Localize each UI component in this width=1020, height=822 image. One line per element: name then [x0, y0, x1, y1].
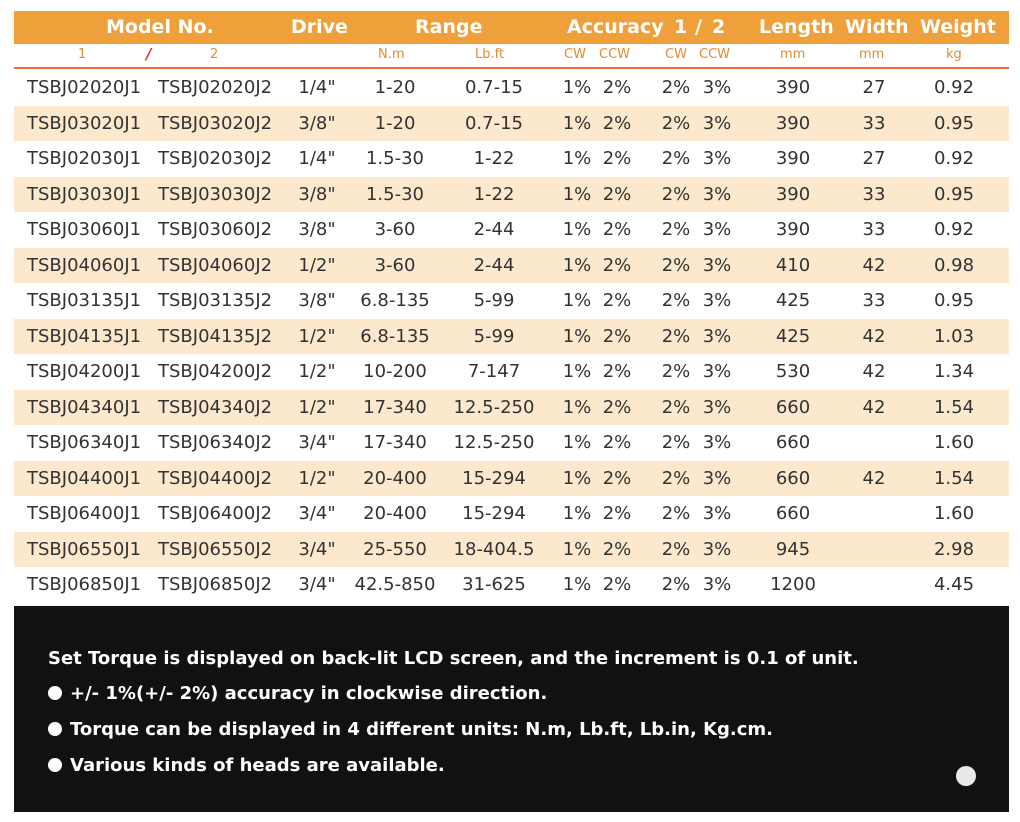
cell-weight: 0.98 [933, 254, 975, 276]
table-row [14, 141, 1009, 177]
cell-drive: 3/4" [298, 432, 336, 453]
cell-lbft: 1-22 [473, 183, 515, 205]
cell-cw1: 1% [562, 538, 592, 560]
sub-model-1: 1 [78, 47, 87, 62]
table-row [14, 425, 1009, 461]
cell-weight: 1.60 [933, 503, 975, 524]
cell-drive: 1/2" [298, 325, 336, 347]
cell-weight: 1.54 [933, 467, 975, 489]
cell-ccw2: 3% [702, 290, 732, 311]
table-row [14, 283, 1009, 319]
cell-cw2: 2% [661, 112, 691, 134]
sub-width-unit: mm [859, 47, 885, 62]
cell-lbft: 7-147 [467, 361, 521, 382]
cell-length: 390 [775, 112, 811, 134]
cell-drive: 1/4" [298, 148, 336, 169]
cell-lbft: 0.7-15 [464, 77, 524, 98]
corner-dot-icon [956, 766, 976, 786]
table-body [14, 70, 1009, 603]
cell-weight: 0.95 [933, 290, 975, 311]
cell-lbft: 5-99 [473, 325, 515, 347]
info-line-heads-text: Various kinds of heads are available. [70, 755, 445, 776]
cell-length: 390 [775, 148, 811, 169]
cell-weight: 0.92 [933, 219, 975, 240]
cell-ccw2: 3% [702, 148, 732, 169]
cell-m2: TSBJ03020J2 [158, 112, 273, 134]
header-model-no: Model No. [106, 16, 214, 38]
cell-m2: TSBJ02020J2 [158, 77, 273, 98]
bullet-icon [48, 686, 62, 700]
cell-cw1: 1% [562, 325, 592, 347]
cell-cw1: 1% [562, 148, 592, 169]
cell-cw2: 2% [661, 574, 691, 595]
cell-m1: TSBJ06340J1 [27, 432, 142, 453]
sub-model-slash: / [146, 45, 152, 63]
cell-weight: 0.95 [933, 183, 975, 205]
cell-m2: TSBJ04060J2 [158, 254, 273, 276]
cell-weight: 1.54 [933, 396, 975, 418]
sub-nm-unit: N.m [378, 47, 405, 62]
cell-nm: 20-400 [363, 467, 427, 489]
cell-width: 33 [862, 290, 886, 311]
cell-lbft: 2-44 [473, 219, 515, 240]
cell-length: 660 [775, 503, 811, 524]
cell-ccw2: 3% [702, 254, 732, 276]
cell-nm: 1.5-30 [365, 183, 425, 205]
table-header [14, 11, 1009, 44]
sub-cw-2: CW [665, 47, 687, 62]
cell-nm: 42.5-850 [354, 574, 436, 595]
cell-lbft: 31-625 [462, 574, 526, 595]
cell-ccw2: 3% [702, 432, 732, 453]
cell-cw1: 1% [562, 361, 592, 382]
cell-nm: 3-60 [374, 254, 416, 276]
cell-length: 390 [775, 183, 811, 205]
sub-weight-unit: kg [946, 47, 962, 62]
cell-lbft: 12.5-250 [453, 396, 535, 418]
cell-drive: 1/2" [298, 467, 336, 489]
cell-length: 660 [775, 396, 811, 418]
cell-drive: 3/4" [298, 538, 336, 560]
cell-drive: 1/2" [298, 361, 336, 382]
table-row [14, 390, 1009, 426]
cell-weight: 2.98 [933, 538, 975, 560]
cell-lbft: 1-22 [473, 148, 515, 169]
cell-m2: TSBJ06340J2 [158, 432, 273, 453]
cell-ccw2: 3% [702, 396, 732, 418]
header-weight: Weight [920, 16, 996, 38]
cell-lbft: 2-44 [473, 254, 515, 276]
cell-cw2: 2% [661, 503, 691, 524]
cell-ccw1: 2% [602, 574, 632, 595]
cell-cw1: 1% [562, 290, 592, 311]
cell-ccw2: 3% [702, 77, 732, 98]
table-row [14, 70, 1009, 106]
cell-weight: 1.03 [933, 325, 975, 347]
cell-length: 410 [775, 254, 811, 276]
cell-weight: 1.60 [933, 432, 975, 453]
cell-nm: 20-400 [363, 503, 427, 524]
header-accuracy: Accuracy [567, 16, 664, 38]
cell-m2: TSBJ02030J2 [158, 148, 273, 169]
table-row [14, 532, 1009, 568]
cell-nm: 1-20 [374, 77, 416, 98]
cell-m1: TSBJ06850J1 [27, 574, 142, 595]
cell-nm: 25-550 [363, 538, 427, 560]
cell-m2: TSBJ03060J2 [158, 219, 273, 240]
cell-lbft: 5-99 [473, 290, 515, 311]
cell-ccw1: 2% [602, 432, 632, 453]
cell-ccw1: 2% [602, 467, 632, 489]
cell-ccw1: 2% [602, 219, 632, 240]
cell-length: 425 [775, 290, 811, 311]
cell-m2: TSBJ03135J2 [158, 290, 273, 311]
cell-lbft: 15-294 [462, 467, 526, 489]
sub-length-unit: mm [780, 47, 806, 62]
cell-drive: 1/4" [298, 77, 336, 98]
cell-ccw1: 2% [602, 112, 632, 134]
table-row [14, 248, 1009, 284]
cell-nm: 10-200 [363, 361, 427, 382]
cell-ccw2: 3% [702, 361, 732, 382]
cell-width: 27 [862, 148, 886, 169]
cell-lbft: 12.5-250 [453, 432, 535, 453]
table-row [14, 461, 1009, 497]
cell-ccw2: 3% [702, 574, 732, 595]
cell-drive: 3/8" [298, 183, 336, 205]
cell-lbft: 15-294 [462, 503, 526, 524]
cell-ccw2: 3% [702, 325, 732, 347]
cell-nm: 6.8-135 [360, 325, 430, 347]
cell-length: 1200 [770, 574, 816, 595]
cell-width: 42 [862, 361, 886, 382]
table-subheader [14, 44, 1009, 69]
table-row [14, 212, 1009, 248]
cell-m1: TSBJ06400J1 [27, 503, 142, 524]
cell-weight: 0.92 [933, 77, 975, 98]
cell-m2: TSBJ04135J2 [158, 325, 273, 347]
cell-width: 33 [862, 183, 886, 205]
cell-m2: TSBJ04200J2 [158, 361, 273, 382]
cell-length: 390 [775, 77, 811, 98]
info-line-lcd: Set Torque is displayed on back-lit LCD screen, and the increment is 0.1 of unit. [48, 648, 859, 669]
sub-model-2: 2 [210, 47, 219, 62]
sub-ccw-2: CCW [699, 47, 731, 62]
cell-drive: 3/4" [298, 574, 336, 595]
header-range: Range [415, 16, 483, 38]
header-accuracy-1: 1 [674, 16, 688, 38]
cell-cw1: 1% [562, 77, 592, 98]
cell-m1: TSBJ04400J1 [27, 467, 142, 489]
cell-ccw1: 2% [602, 77, 632, 98]
cell-cw2: 2% [661, 432, 691, 453]
cell-width: 42 [862, 467, 886, 489]
cell-cw2: 2% [661, 361, 691, 382]
cell-m1: TSBJ03030J1 [27, 183, 142, 205]
cell-cw2: 2% [661, 183, 691, 205]
cell-cw2: 2% [661, 467, 691, 489]
info-line-accuracy-text: +/- 1%(+/- 2%) accuracy in clockwise direction. [70, 683, 548, 704]
cell-m2: TSBJ03030J2 [158, 183, 273, 205]
cell-ccw1: 2% [602, 538, 632, 560]
cell-cw1: 1% [562, 467, 592, 489]
info-line-units [48, 719, 773, 740]
cell-m1: TSBJ04340J1 [27, 396, 142, 418]
cell-length: 530 [775, 361, 811, 382]
info-line-accuracy [48, 683, 547, 704]
cell-ccw1: 2% [602, 183, 632, 205]
cell-ccw2: 3% [702, 538, 732, 560]
cell-cw2: 2% [661, 77, 691, 98]
cell-width: 42 [862, 396, 886, 418]
cell-cw1: 1% [562, 112, 592, 134]
cell-m2: TSBJ06400J2 [158, 503, 273, 524]
cell-length: 660 [775, 467, 811, 489]
cell-length: 390 [775, 219, 811, 240]
cell-drive: 1/2" [298, 396, 336, 418]
cell-ccw1: 2% [602, 396, 632, 418]
cell-drive: 3/8" [298, 112, 336, 134]
cell-m1: TSBJ02030J1 [27, 148, 142, 169]
header-accuracy-slash: / [695, 16, 702, 38]
header-drive: Drive [291, 16, 348, 38]
cell-width: 33 [862, 112, 886, 134]
cell-cw1: 1% [562, 503, 592, 524]
cell-cw1: 1% [562, 396, 592, 418]
cell-m2: TSBJ06850J2 [158, 574, 273, 595]
cell-ccw1: 2% [602, 254, 632, 276]
cell-width: 27 [862, 77, 886, 98]
cell-weight: 0.92 [933, 148, 975, 169]
bullet-icon [48, 758, 62, 772]
cell-weight: 4.45 [933, 574, 975, 595]
cell-cw1: 1% [562, 254, 592, 276]
cell-length: 945 [775, 538, 811, 560]
cell-lbft: 18-404.5 [453, 538, 535, 560]
cell-drive: 3/4" [298, 503, 336, 524]
cell-ccw2: 3% [702, 112, 732, 134]
cell-ccw1: 2% [602, 503, 632, 524]
cell-cw2: 2% [661, 219, 691, 240]
cell-m1: TSBJ03060J1 [27, 219, 142, 240]
cell-ccw1: 2% [602, 290, 632, 311]
header-accuracy-2: 2 [712, 16, 726, 38]
cell-lbft: 0.7-15 [464, 112, 524, 134]
cell-ccw2: 3% [702, 183, 732, 205]
cell-length: 660 [775, 432, 811, 453]
sub-ccw-1: CCW [599, 47, 631, 62]
bullet-icon [48, 722, 62, 736]
cell-ccw1: 2% [602, 325, 632, 347]
cell-ccw1: 2% [602, 361, 632, 382]
cell-nm: 3-60 [374, 219, 416, 240]
table-row [14, 177, 1009, 213]
table-row [14, 106, 1009, 142]
cell-width: 42 [862, 325, 886, 347]
spec-table [14, 11, 1009, 603]
header-width: Width [845, 16, 909, 38]
cell-weight: 1.34 [933, 361, 975, 382]
info-panel [14, 606, 1009, 812]
cell-nm: 17-340 [363, 432, 427, 453]
cell-nm: 17-340 [363, 396, 427, 418]
cell-cw1: 1% [562, 574, 592, 595]
cell-m1: TSBJ03135J1 [27, 290, 142, 311]
cell-nm: 1-20 [374, 112, 416, 134]
cell-cw2: 2% [661, 538, 691, 560]
cell-nm: 6.8-135 [360, 290, 430, 311]
cell-m2: TSBJ04340J2 [158, 396, 273, 418]
info-line-heads [48, 755, 445, 776]
cell-drive: 3/8" [298, 290, 336, 311]
cell-drive: 1/2" [298, 254, 336, 276]
cell-cw2: 2% [661, 396, 691, 418]
cell-ccw2: 3% [702, 219, 732, 240]
cell-ccw2: 3% [702, 467, 732, 489]
cell-cw1: 1% [562, 432, 592, 453]
table-row [14, 496, 1009, 532]
cell-cw2: 2% [661, 325, 691, 347]
cell-m1: TSBJ04060J1 [27, 254, 142, 276]
cell-cw1: 1% [562, 219, 592, 240]
cell-nm: 1.5-30 [365, 148, 425, 169]
cell-cw2: 2% [661, 290, 691, 311]
table-row [14, 319, 1009, 355]
table-row [14, 354, 1009, 390]
cell-ccw1: 2% [602, 148, 632, 169]
sub-cw-1: CW [564, 47, 586, 62]
cell-m2: TSBJ06550J2 [158, 538, 273, 560]
cell-m1: TSBJ03020J1 [27, 112, 142, 134]
cell-weight: 0.95 [933, 112, 975, 134]
info-line-units-text: Torque can be displayed in 4 different units: N.m, Lb.ft, Lb.in, Kg.cm. [70, 719, 774, 740]
cell-m1: TSBJ02020J1 [27, 77, 142, 98]
cell-length: 425 [775, 325, 811, 347]
cell-ccw2: 3% [702, 503, 732, 524]
cell-cw2: 2% [661, 254, 691, 276]
cell-width: 42 [862, 254, 886, 276]
cell-m1: TSBJ04200J1 [27, 361, 142, 382]
cell-cw2: 2% [661, 148, 691, 169]
header-length: Length [759, 16, 834, 38]
cell-width: 33 [862, 219, 886, 240]
cell-m1: TSBJ04135J1 [27, 325, 142, 347]
cell-m2: TSBJ04400J2 [158, 467, 273, 489]
sub-lbft-unit: Lb.ft [475, 47, 505, 62]
cell-m1: TSBJ06550J1 [27, 538, 142, 560]
cell-drive: 3/8" [298, 219, 336, 240]
table-row [14, 567, 1009, 603]
cell-cw1: 1% [562, 183, 592, 205]
